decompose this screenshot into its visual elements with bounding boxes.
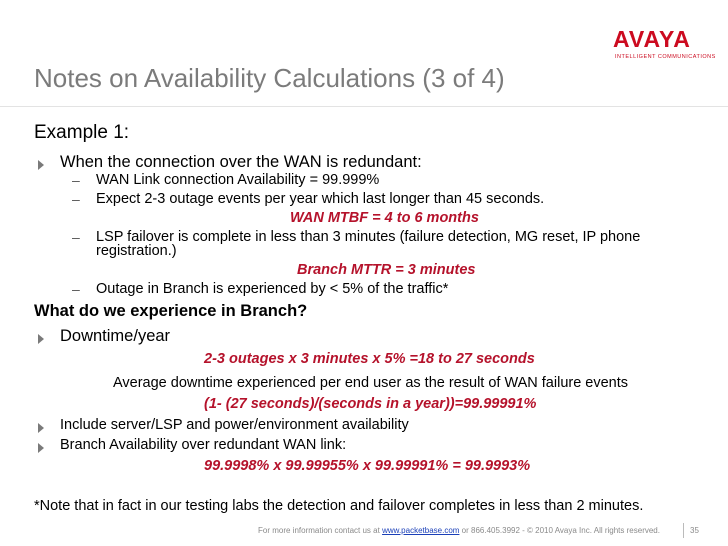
sub-wan-link: WAN Link connection Availability = 99.999%: [96, 172, 380, 188]
triangle-bullet-icon: [38, 157, 44, 175]
sub-lsp-line1: LSP failover is complete in less than 3 minutes (failure detection, MG reset, IP phone: [96, 229, 641, 245]
logo-tagline: INTELLIGENT COMMUNICATIONS: [615, 54, 716, 60]
bullet-downtime: Downtime/year: [60, 327, 171, 345]
bullet-include: Include server/LSP and power/environment availability: [60, 417, 409, 433]
footer-link[interactable]: www.packetbase.com: [382, 526, 460, 535]
bullet-branch: Branch Availability over redundant WAN link:: [60, 437, 347, 453]
sub-outage: Outage in Branch is experienced by < 5% of the traffic*: [96, 281, 449, 297]
question-heading: What do we experience in Branch?: [34, 302, 308, 320]
dash-bullet-icon: –: [72, 229, 80, 245]
sub-expect: Expect 2-3 outage events per year which last longer than 45 seconds.: [96, 191, 545, 207]
calc-availability: (1- (27 seconds)/(seconds in a year))=99.99991%: [204, 396, 537, 412]
dash-bullet-icon: –: [72, 281, 80, 297]
triangle-bullet-icon: [38, 440, 44, 458]
page-number: 35: [690, 526, 699, 535]
footer-prefix: For more information contact us at: [258, 526, 383, 535]
logo-brand: AVAYA: [613, 26, 691, 52]
bullet-wan-redundant: When the connection over the WAN is redundant:: [60, 153, 422, 171]
calc-branch: 99.9998% x 99.99955% x 99.99991% = 99.9993%: [204, 458, 531, 474]
page-separator: [683, 523, 684, 538]
title-divider: [0, 106, 728, 107]
calc-outages: 2-3 outages x 3 minutes x 5% =18 to 27 seconds: [204, 351, 535, 367]
dash-bullet-icon: –: [72, 191, 80, 207]
dash-bullet-icon: –: [72, 172, 80, 188]
avg-downtime-text: Average downtime experienced per end user as the result of WAN failure events: [113, 375, 629, 391]
triangle-bullet-icon: [38, 420, 44, 438]
footnote: *Note that in fact in our testing labs the detection and failover completes in less than 2 minutes.: [34, 498, 644, 514]
example-heading: Example 1:: [34, 122, 130, 143]
triangle-bullet-icon: [38, 331, 44, 349]
mttr-highlight: Branch MTTR = 3 minutes: [297, 262, 476, 278]
avaya-logo: [613, 28, 716, 60]
footer-text: [258, 526, 660, 535]
footer-suffix: or 866.405.3992 - © 2010 Avaya Inc. All rights reserved.: [459, 526, 660, 535]
slide-title: Notes on Availability Calculations (3 of 4): [34, 63, 505, 93]
sub-lsp-line2: registration.): [96, 243, 177, 259]
mtbf-highlight: WAN MTBF = 4 to 6 months: [290, 210, 479, 226]
